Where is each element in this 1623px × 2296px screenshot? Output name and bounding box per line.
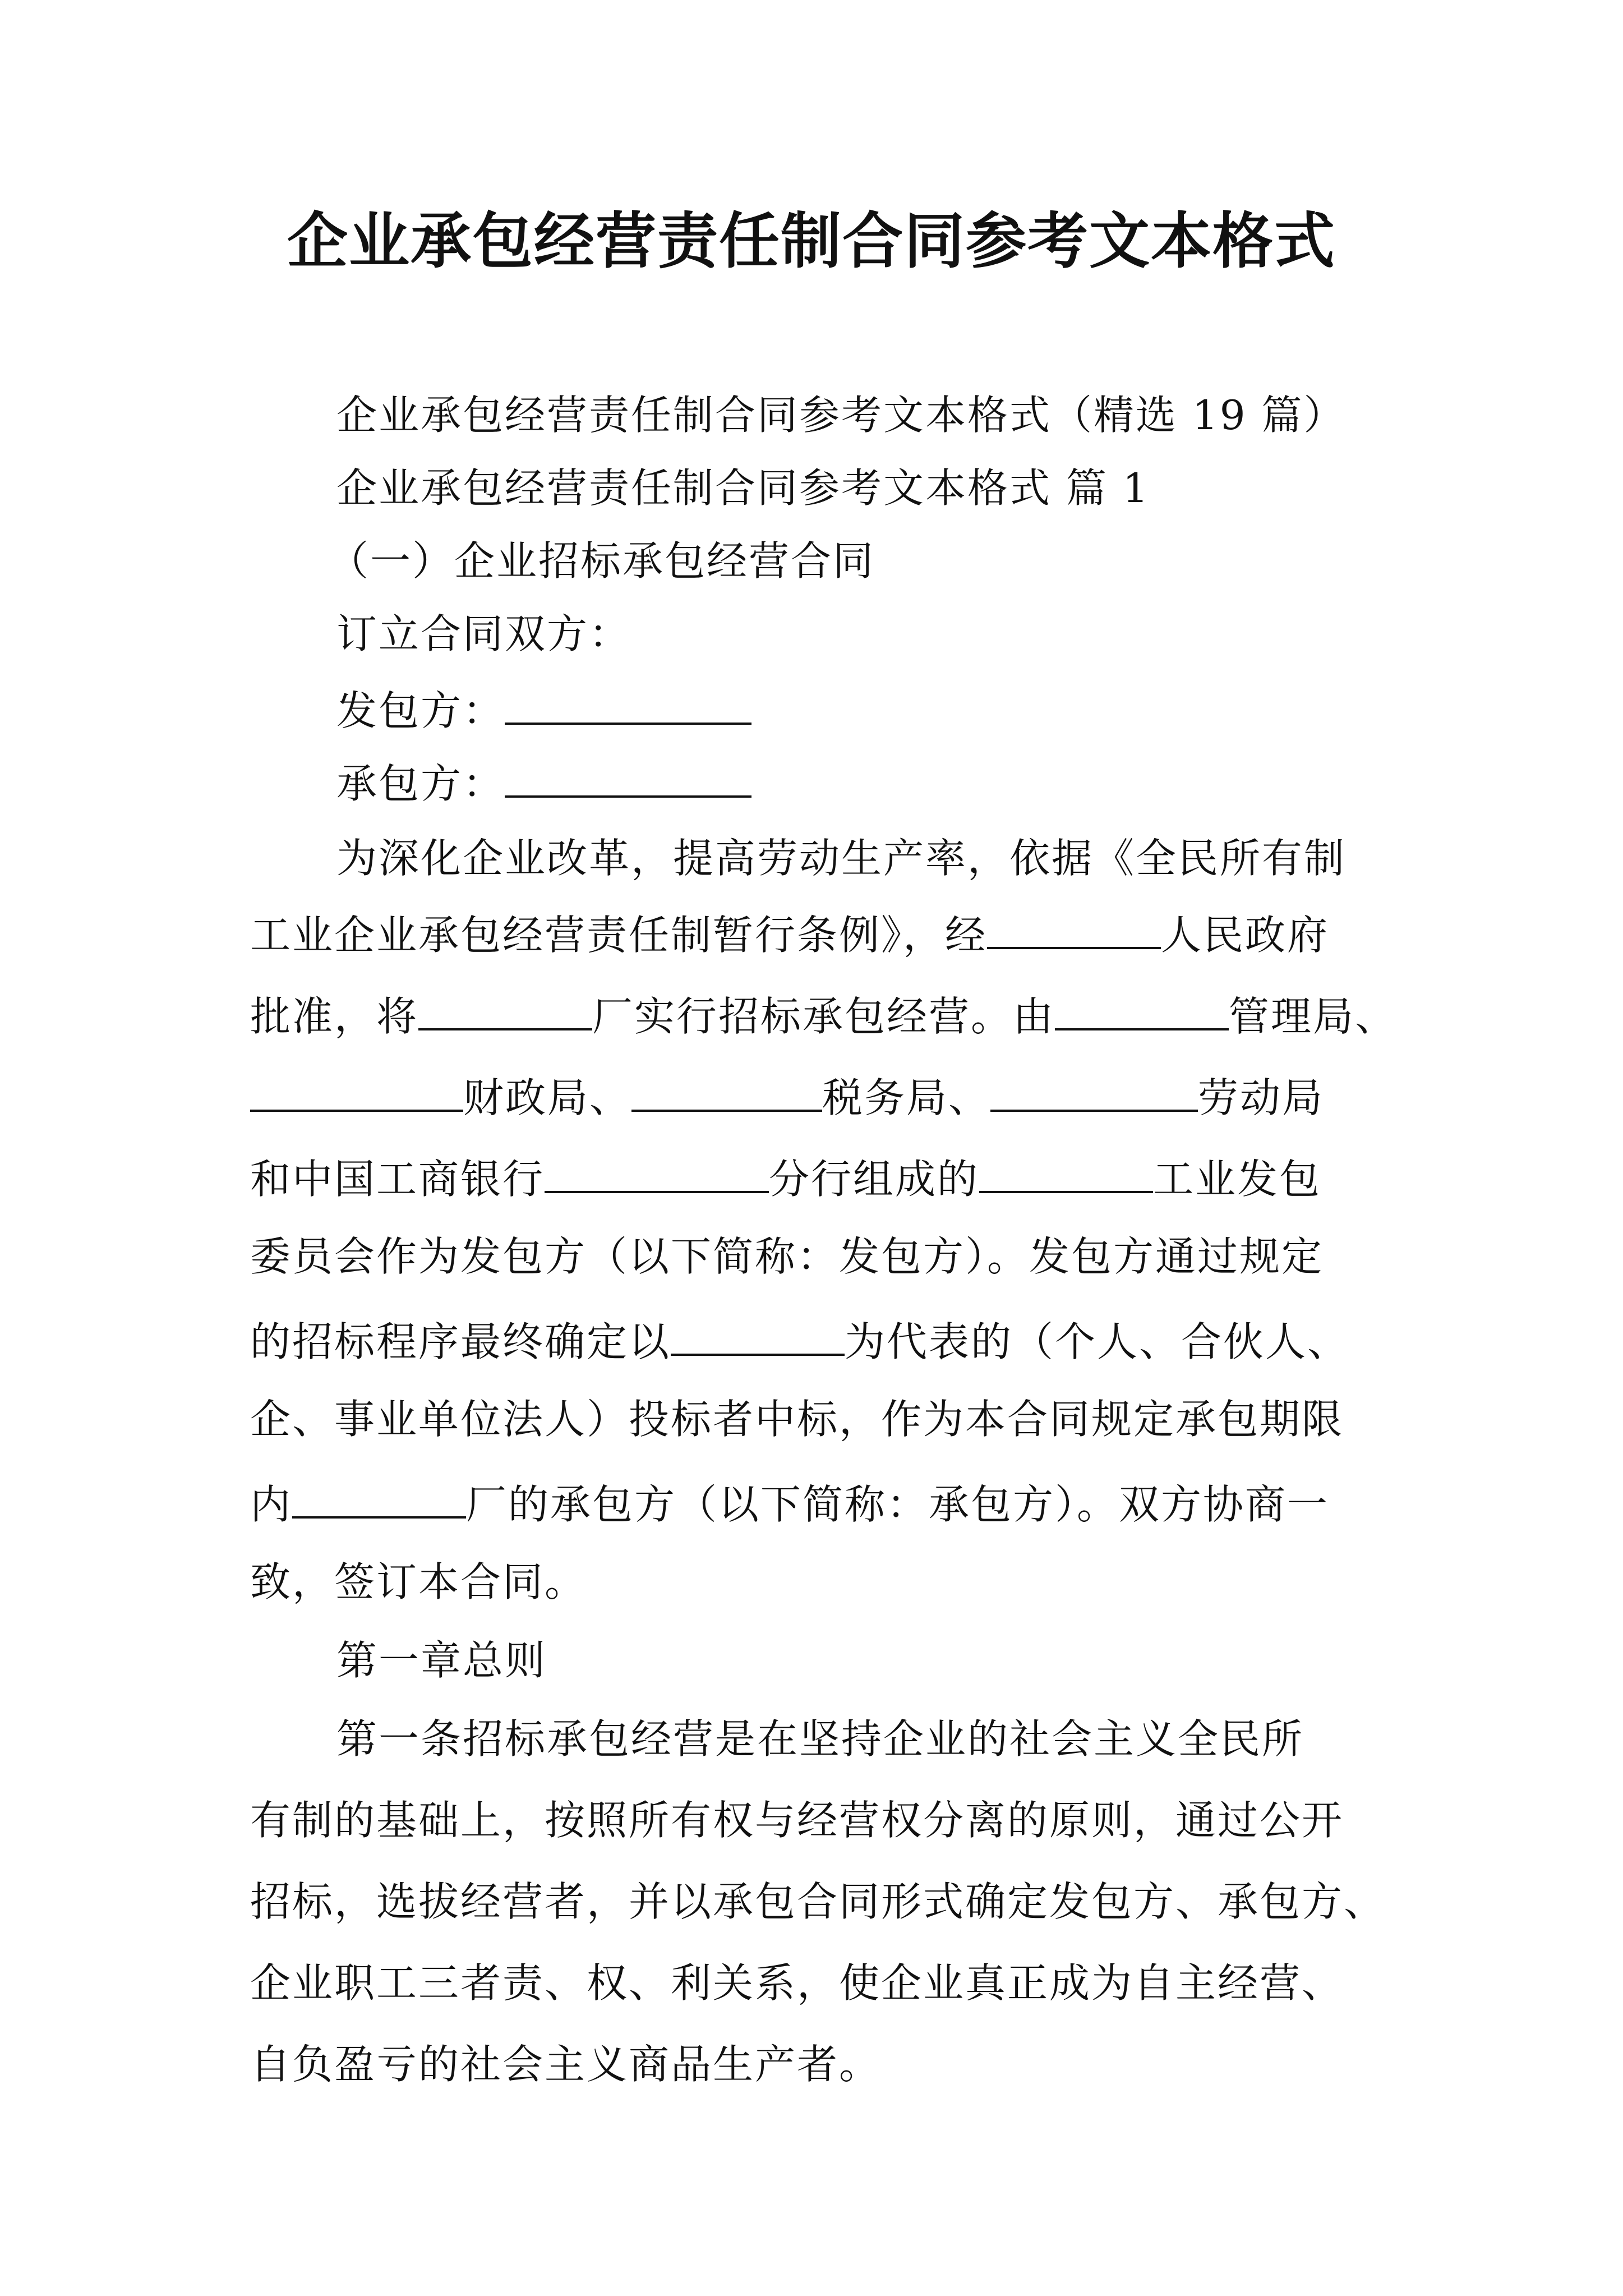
bank-blank[interactable] bbox=[545, 1147, 769, 1193]
paragraph-line: 工业企业承包经营责任制暂行条例》，经 人民政府 bbox=[250, 903, 1428, 963]
paragraph-line: 的招标程序最终确定以 为代表的（个人、合伙人、 bbox=[250, 1310, 1428, 1370]
contract-factory-blank[interactable] bbox=[292, 1473, 466, 1519]
employer-label: 发包方： bbox=[336, 687, 505, 734]
paragraph-line: 内 厂的承包方（以下简称：承包方）。双方协商一 bbox=[250, 1473, 1428, 1533]
committee-blank[interactable] bbox=[979, 1147, 1153, 1193]
finance-blank[interactable] bbox=[250, 1066, 463, 1112]
chapter-one-heading: 第一章总则 bbox=[336, 1637, 547, 1684]
contractor-blank[interactable] bbox=[505, 752, 751, 798]
paragraph-line: 为深化企业改革，提高劳动生产率，依据《全民所有制 bbox=[336, 835, 1347, 882]
subtitle-line: 企业承包经营责任制合同参考文本格式（精选 19 篇） bbox=[336, 392, 1346, 439]
contractor-label: 承包方： bbox=[336, 760, 505, 807]
paragraph-line: 致，签订本合同。 bbox=[250, 1558, 587, 1605]
article-line: 招标，选拔经营者，并以承包合同形式确定发包方、承包方、 bbox=[250, 1878, 1386, 1925]
parties-label: 订立合同双方： bbox=[336, 610, 631, 657]
govt-blank[interactable] bbox=[987, 903, 1161, 949]
bureau-blank[interactable] bbox=[1055, 984, 1229, 1030]
section-heading: （一）企业招标承包经营合同 bbox=[328, 537, 875, 585]
tax-blank[interactable] bbox=[631, 1066, 822, 1112]
paragraph-line: 和中国工商银行 分行组成的 工业发包 bbox=[250, 1147, 1428, 1207]
labor-blank[interactable] bbox=[990, 1066, 1198, 1112]
document-title: 企业承包经营责任制合同参考文本格式 bbox=[287, 206, 1336, 277]
article-line: 有制的基础上，按照所有权与经营权分离的原则，通过公开 bbox=[250, 1797, 1344, 1844]
chapter-heading: 企业承包经营责任制合同参考文本格式 篇 1 bbox=[336, 464, 1150, 512]
paragraph-line: 企、事业单位法人）投标者中标，作为本合同规定承包期限 bbox=[250, 1396, 1344, 1443]
article-line: 企业职工三者责、权、利关系，使企业真正成为自主经营、 bbox=[250, 1959, 1344, 2007]
factory-blank[interactable] bbox=[418, 984, 592, 1030]
representative-blank[interactable] bbox=[671, 1310, 845, 1356]
employer-blank[interactable] bbox=[505, 679, 751, 725]
paragraph-line: 委员会作为发包方（以下简称：发包方）。发包方通过规定 bbox=[250, 1233, 1324, 1280]
employer-line bbox=[336, 679, 1514, 739]
paragraph-line: 批准，将 厂实行招标承包经营。由 管理局、 bbox=[250, 984, 1428, 1045]
paragraph-line: 财政局、 税务局、 劳动局 bbox=[250, 1066, 1428, 1126]
contractor-line bbox=[336, 752, 1514, 812]
article-line: 自负盈亏的社会主义商品生产者。 bbox=[250, 2041, 882, 2088]
article-line: 第一条招标承包经营是在坚持企业的社会主义全民所 bbox=[336, 1715, 1304, 1763]
